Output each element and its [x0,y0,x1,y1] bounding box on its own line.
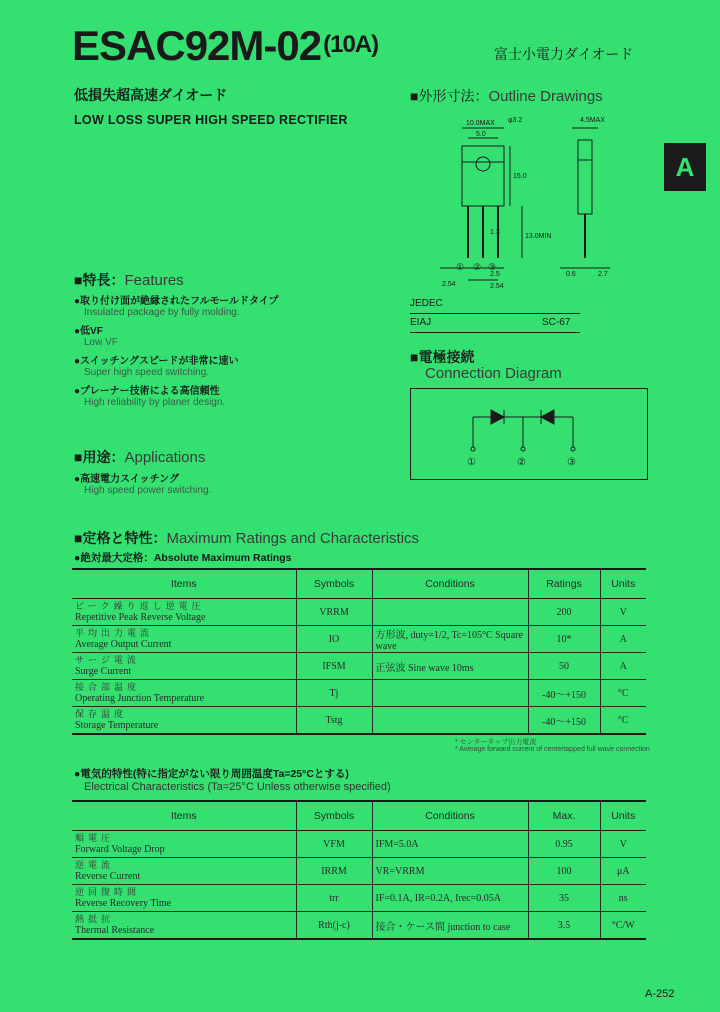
col-conditions: Conditions [372,569,528,599]
connection-heading-en: Connection Diagram [425,365,562,382]
table-header-row [72,569,646,599]
col-conditions: Conditions [372,801,528,831]
feature-item: ●取り付け面が絶縁されたフルモールドタイプ Insulated package by fully molding. [74,296,279,318]
pin-3-label: ③ [488,262,497,272]
col-ratings: Ratings [528,569,600,599]
pin-2-label: ② [473,262,482,272]
ratings-note-jp: * センタータップ出力電流 [455,739,537,746]
applications-list [74,470,394,500]
dim-lead-pitch-2: 2.54 [490,283,504,290]
applications-heading [74,447,205,467]
electrical-heading-jp: ●電気的特性(特に指定がない限り周囲温度Ta=25°Cとする) [74,768,349,780]
outline-heading-jp: ■外形寸法： [410,88,489,104]
table-row: ピーク繰り返し逆電圧 Repetitive Peak Reverse Voltage VRRM 200 V [72,599,646,626]
conn-pin-1: ① [467,457,476,468]
features-heading [74,270,184,290]
feature-item: ●低VF Low VF [74,326,118,348]
jedec-row: JEDEC [410,295,580,314]
maker-label: 富士小電力ダイオード [494,46,634,62]
table-row: 順電圧 Forward Voltage Drop VFM IFM=5.0A 0.95 V [72,831,646,858]
table-row: 接合部温度 Operating Junction Temperature Tj -40～+150 °C [72,680,646,707]
table-row: 平均出力電流 Average Output Current IO 方形波, duty=1/2, Tc=105°C Square wave 10* A [72,626,646,653]
dim-width: 10.0MAX [466,120,495,127]
dim-lead-pitch-1: 2.54 [442,281,456,288]
col-symbols: Symbols [296,801,372,831]
features-list [74,292,394,412]
dim-side-2: 2.7 [598,271,608,278]
electrical-heading-en: Electrical Characteristics (Ta=25°C Unless otherwise specified) [84,781,391,793]
dim-lead-thickness: 2.5 [490,271,500,278]
mounting-hole [476,157,490,171]
index-tab: A [664,143,706,191]
col-units: Units [600,801,646,831]
dim-lead-width: 1.3 [490,229,500,236]
subtitle-en: LOW LOSS SUPER HIGH SPEED RECTIFIER [74,113,348,127]
dim-height: 15.0 [513,173,527,180]
part-current-rating: (10A) [323,31,379,58]
pin-1-label: ① [456,262,465,272]
table-row: 逆電流 Reverse Current IRRM VR=VRRM 100 μA [72,858,646,885]
part-number: ESAC92M-02 [72,22,322,69]
outline-heading [410,86,603,106]
col-items: Items [72,569,296,599]
table-row: 熱抵抗 Thermal Resistance Rth(j-c) 接合・ケース間 junction to case 3.5 °C/W [72,912,646,940]
table-header-row [72,801,646,831]
eiaj-row: EIAJ SC-67 [410,314,580,333]
connection-heading-jp: ■電極接続 [410,349,475,365]
ratings-heading-jp: ■定格と特性： [74,530,167,546]
feature-item: ●スイッチングスピードが非常に速い Super high speed switching. [74,356,239,378]
subtitle-jp: 低損失超高速ダイオード [74,87,228,103]
absolute-max-ratings-table [72,568,646,735]
connection-diagram [411,389,647,479]
page-number: A-252 [645,988,675,1000]
package-standard-table [410,295,580,333]
col-symbols: Symbols [296,569,372,599]
package-body [462,146,504,206]
feature-item: ●プレーナー技術による高信頼性 High reliability by planer design. [74,386,226,408]
applications-heading-en: Applications [124,449,206,466]
absolute-max-heading: ●絶対最大定格：Absolute Maximum Ratings [74,552,292,564]
diode-1-symbol [491,410,504,424]
part-number-title [72,22,378,70]
diode-2-symbol [541,410,554,424]
table-row: サージ電流 Surge Current IFSM 正弦波 Sine wave 10ms 50 A [72,653,646,680]
conn-pin-3: ③ [567,457,576,468]
ratings-note-en: * Average forward current of centertapped full wave connection [455,746,650,753]
conn-pin-2: ② [517,457,526,468]
ratings-heading-en: Maximum Ratings and Characteristics [166,530,420,547]
ratings-heading [74,528,419,548]
application-item: ●高速電力スイッチング High speed power switching. [74,474,212,496]
features-heading-en: Features [124,272,184,289]
connection-diagram-box [410,388,648,480]
outline-heading-en: Outline Drawings [488,88,603,105]
table-row: 逆回復時間 Reverse Recovery Time trr IF=0.1A, IR=0.2A, Irec=0.05A 35 ns [72,885,646,912]
dim-depth: 4.5MAX [580,117,605,124]
dim-hole: φ3.2 [508,117,523,124]
col-items: Items [72,801,296,831]
features-heading-jp: ■特長： [74,272,125,288]
col-max: Max. [528,801,600,831]
dim-pitch: 5.0 [476,131,486,138]
table-row: 保存温度 Storage Temperature Tstg -40～+150 °C [72,707,646,735]
package-side-view [578,140,592,214]
dim-side-1: 0.6 [566,271,576,278]
dim-lead-length: 13.0MIN [525,233,552,240]
electrical-characteristics-table [72,800,646,940]
col-units: Units [600,569,646,599]
applications-heading-jp: ■用途： [74,449,125,465]
outline-drawing [410,108,650,296]
